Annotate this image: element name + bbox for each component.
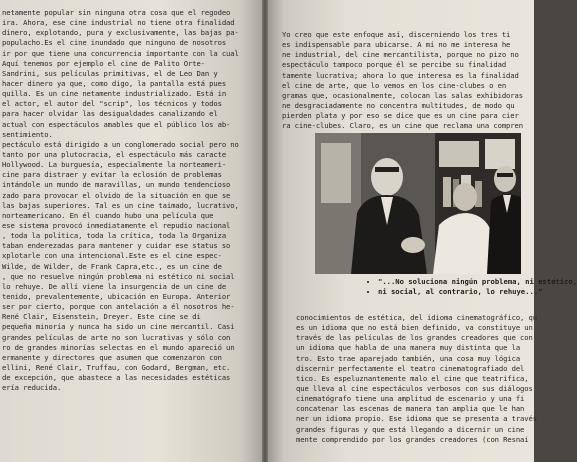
text-line: intándole un mundo de maravillas, un mundo tendencioso [2, 180, 231, 190]
text-line: xplotarle con una intencional.Este es el cine espec- [2, 251, 222, 261]
text-line: cine para distraer y evitar la eclosión de problemas [2, 170, 222, 180]
text-line: el cine de arte, que lo vemos en los cine-clubes o en [282, 80, 507, 90]
photo-caption [338, 277, 577, 297]
text-line: tenido, prevalentemente, ubicación en Europa. Anterior [2, 291, 231, 301]
text-line: ermanente y directores que asumen que comenzaron con [2, 352, 222, 362]
text-line: las bajas superiores. Tal es un cine taimado, lucrativo, [2, 200, 239, 210]
text-line: grandes figuras y que está llegando a dicernir un cine [296, 424, 525, 434]
text-line: pierden plata y por eso se dice que es un cine para cier [282, 111, 519, 121]
text-line: tico. Es espeluznantemente malo el cine que teatrifica, [296, 373, 529, 383]
text-line: tanto por una plutocracia, el espectáculo más caracte [2, 149, 227, 159]
text-line: hacer dinero ya que, como digo, la pantalla está pues [2, 78, 227, 88]
text-line: René Clair, Eisenstein, Dreyer. Este cine se di [2, 312, 201, 322]
text-line: es un idioma que no está bien definido, va constituye un [296, 323, 533, 333]
photograph [315, 133, 521, 274]
text-line: tro. Esto trae aparejado también, una cosa muy lógica [296, 353, 521, 363]
text-line: Yo creo que este enfoque así, discerniendo los tres ti [282, 30, 511, 39]
text-line: un idioma que habla de una manera muy distinta que la [296, 343, 521, 353]
text-line: Wilde, de Wilder, de Frank Capra,etc., es un cine de [2, 261, 222, 271]
text-line: ir por que tiene una concurrencia importante con la cual [2, 48, 239, 58]
text-line: ro de grandes minorías selectas en el mundo apareció un [2, 342, 235, 352]
left-page [0, 0, 262, 462]
text-line: pectáculo está dirigido a un conglomerado social pero no [2, 139, 239, 149]
text-line: lo rehuye. De allí viene la insurgencia de un cine de [2, 281, 227, 291]
text-line: concatenar las escenas de manera tan amplia que le han [296, 404, 525, 414]
text-line: ser por cierto, porque con antelación a él nosotros he- [2, 302, 235, 312]
text-line: través de las películas de los grandes creadores que con [296, 333, 533, 343]
text-line: el actor, el autor del "scrip", los técnicos y todos [2, 99, 222, 109]
text-line: tamente lucrativa; ahora lo que interesa es la finalidad [282, 70, 519, 80]
text-line: de excepción, que abastece a las necesidades estéticas [2, 373, 231, 383]
text-line: actual con espectáculos amables que el público los ab- [2, 119, 231, 129]
text-line: , toda la política, toda la crítica, toda la Organiza [2, 231, 227, 241]
text-line: es indispensable para ubicarse. A mí no me interesa he [282, 40, 511, 50]
text-line: ellini, René Clair, Truffau, con Godard, Bergman, etc. [2, 362, 231, 372]
text-line: gramas que, ocasionalmente, colocan las salas exhibidoras [282, 90, 523, 100]
right-page-text-top [282, 30, 534, 131]
text-line: populacho.Es el cine inundado que ninguno de nosotros [2, 38, 227, 48]
text-line: cinematógrafo tiene una amplitud de escenario y una fi [296, 394, 525, 404]
text-line: para hacer olvidar las desigualdades canalizando el [2, 109, 218, 119]
text-line: Aquí tenemos por ejemplo el cine de Palito Orte- [2, 58, 205, 68]
text-line: dinero, explotando, pura y exclusivamente, las bajas pa- [2, 28, 239, 38]
text-line: sentimiento. [2, 129, 53, 139]
text-line: ne desgraciadamente no concentra multitudes, de modo qu [282, 100, 515, 110]
text-line: pequeña minoría y nunca ha sido un cine mercantil. Casi [2, 322, 235, 332]
text-line: ería reducida. [2, 383, 62, 393]
text-line: ne industrial, del cine mercantilista, porque no pizo no [282, 50, 519, 60]
text-line: zado para provocar el olvido de la situación en que se [2, 190, 231, 200]
text-line: que lleva al cine espectáculos verbosos con sus diálogos [296, 383, 533, 393]
text-line: Sandrini, sus películas primitivas, el de Leo Dan y [2, 68, 218, 78]
text-line: norteamericano. En él cuando hubo una película que [2, 210, 214, 220]
text-line: espectáculo tampoco porque él se percibe su finalidad [282, 60, 507, 70]
right-page-text-bottom [296, 313, 537, 445]
text-line: ese sistema provocó inmediatamente el repudio nacional [2, 220, 231, 230]
photo-illustration [315, 133, 521, 274]
left-page-text [2, 8, 260, 393]
text-line: discernir perfectamente el teatro cinematografiado del [296, 363, 525, 373]
text-line: conocimientos de estética, del idioma cinematográfico, qu [296, 313, 537, 322]
text-line: quilla. Es un cine netamente industrializado. Está in [2, 89, 227, 99]
text-line: netamente popular sin ninguna otra cosa que el regodeo [2, 8, 231, 17]
right-page [268, 0, 577, 462]
text-line: , que no resuelve ningún problema ni estético ni social [2, 271, 235, 281]
text-line: ira. Ahora, ese cine industrial no tiene otra finalidad [2, 18, 235, 28]
caption-line: • "...No soluciona ningún problema, ni estético, [378, 277, 574, 287]
text-line: ra cine-clubes. Claro, es un cine que reclama una compren [282, 121, 523, 131]
text-line: Hollywood. La burguesía, especialmente la norteameri- [2, 160, 227, 170]
text-line: ner un idioma propio. Ese idioma que se presenta a través [296, 414, 537, 424]
caption-line: • ni social, al contrario, lo rehuye..." [378, 287, 574, 297]
text-line: grandes películas de arte no son lucrativas y sólo con [2, 332, 231, 342]
text-line: taban enderezadas para mantener y cuidar ese status so [2, 241, 231, 251]
text-line: mente comprendido por los grandes creadores (con Resnai [296, 434, 529, 444]
